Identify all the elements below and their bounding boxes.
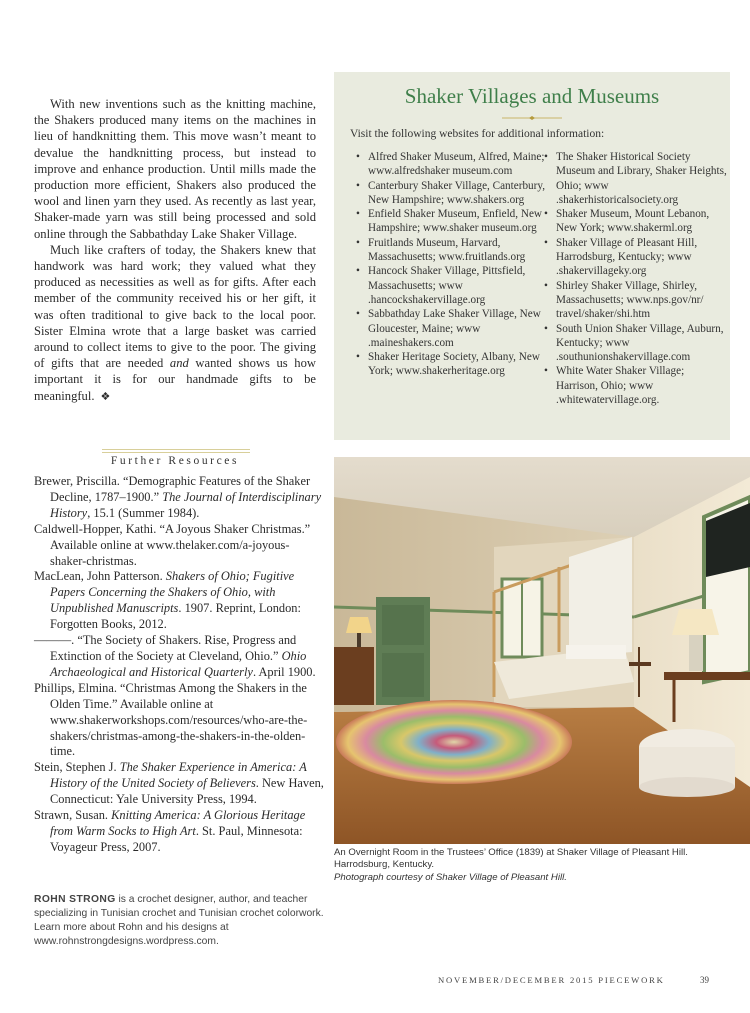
resource-entry: Brewer, Priscilla. “Demographic Features of the Shaker Decline, 1787–1900.” The Journal of Interdisciplinary History, 15.1 (Summer 1984). [34, 474, 322, 520]
page-number: 39 [700, 975, 709, 985]
resource-entry: Stein, Stephen J. The Shaker Experience in America: A History of the United Society of Believers. New Haven, Connecticut: Yale University Press, 1994. [34, 760, 324, 807]
list-item: • Enfield Shaker Museum, Enfield, New Hampshire; www.shaker museum.org [356, 207, 546, 236]
sidebar-list-right [544, 150, 728, 407]
paragraph-1: With new inventions such as the knitting machine, the Shakers produced many items on the machines in lieu of handknitting them. This move wasn’t meant to devalue the handknitting process, but instead to improve and enhance production. Until mills made the production more efficient, Shakers also produced the wool and linen yarn they used. As recently as last year, Shaker-made yarn was still being processed and sold online through the Sabbathday Lake Shaker Village. [34, 97, 316, 241]
list-item: • Alfred Shaker Museum, Alfred, Maine; www.alfredshaker museum.com [356, 150, 546, 179]
resource-entry: Strawn, Susan. Knitting America: A Glorious Heritage from Warm Socks to High Art. St. Paul, Minnesota: Voyageur Press, 2007. [34, 808, 306, 854]
ornament-rule-icon [502, 116, 562, 120]
author-name: ROHN STRONG [34, 894, 116, 905]
sidebar-title: Shaker Villages and Museums [404, 84, 660, 108]
list-item: • The Shaker Historical Society Museum and Library, Shaker Heights, Ohio; www .shakerhistoricalsociety.org [544, 150, 728, 207]
list-item: • White Water Shaker Village; Harrison, Ohio; www .whitewatervillage.org. [544, 364, 728, 407]
resource-entry: ———. “The Society of Shakers. Rise, Progress and Extinction of the Society at Cleveland, Ohio.” Ohio Archaeological and Historical Quarterly. April 1900. [34, 633, 316, 679]
article-body [34, 96, 316, 405]
resource-entry: Caldwell-Hopper, Kathi. “A Joyous Shaker Christmas.” Available online at www.thelaker.com/a-joyous-shaker-christmas. [34, 521, 311, 568]
list-item: • Fruitlands Museum, Harvard, Massachusetts; www.fruitlands.org [356, 236, 546, 265]
room-photo [334, 457, 750, 844]
list-item: • Hancock Shaker Village, Pittsfield, Massachusetts; www .hancockshakervillage.org [356, 264, 546, 307]
list-item: • Sabbathday Lake Shaker Village, New Gloucester, Maine; www .maineshakers.com [356, 307, 546, 350]
sidebar-box [334, 72, 730, 440]
list-item: • Shirley Shaker Village, Shirley, Massachusetts; www.nps.gov/nr/ travel/shaker/shi.htm [544, 279, 728, 322]
list-item: • Shaker Heritage Society, Albany, New York; www.shakerheritage.org [356, 350, 546, 379]
further-resources-heading: Further Resources [110, 455, 240, 467]
sidebar-intro: Visit the following websites for additional information: [350, 128, 605, 140]
list-item: • Shaker Village of Pleasant Hill, Harrodsburg, Kentucky; www .shakervillageky.org [544, 236, 728, 279]
resource-entry: MacLean, John Patterson. Shakers of Ohio; Fugitive Papers Concerning the Shakers of Ohio, with Unpublished Manuscripts. 1907. Reprint, London: Forgotten Books, 2012. [34, 569, 301, 632]
photo-caption: An Overnight Room in the Trustees’ Office (1839) at Shaker Village of Pleasant Hill. Harrodsburg, Kentucky. Photograph courtesy of Shaker Village of Pleasant Hill. [334, 847, 688, 883]
further-resources-list [34, 474, 324, 856]
divider [102, 449, 250, 453]
end-mark-icon: ❖ [100, 390, 111, 403]
list-item: • Shaker Museum, Mount Lebanon, New York; www.shakerml.org [544, 207, 728, 236]
paragraph-2: Much like crafters of today, the Shakers knew that handwork was hard work; they valued what they produced as necessities as well as for gifts. After each member of the community received his or her gift, it was often traditional to give back to the local poor. Sister Elmina wrote that a large basket was carried around to collect items to give to the poor. The giving of gifts that are needed and wanted shows us how important it is for our handmade gifts to be meaningful. ❖ [34, 242, 316, 403]
list-item: • Canterbury Shaker Village, Canterbury, New Hampshire; www.shakers.org [356, 179, 546, 208]
sidebar-list-left [356, 150, 546, 379]
resource-entry: Phillips, Elmina. “Christmas Among the Shakers in the Olden Time.” Available online at www.shakerworkshops.com/resources/who-are-the-shakers/christmas-among-the-shakers-in-the-olden-time. [34, 680, 308, 759]
author-bio: ROHN STRONG is a crochet designer, author, and teacher specializing in Tunisian crochet and Tunisian crochet colorwork. Learn more about Rohn and his designs at www.rohnstrongdesigns.wordpress.com. [34, 894, 324, 947]
footer-issue: NOVEMBER/DECEMBER 2015 PIECEWORK [438, 975, 665, 985]
list-item: • South Union Shaker Village, Auburn, Kentucky; www .southunionshakervillage.com [544, 322, 728, 365]
